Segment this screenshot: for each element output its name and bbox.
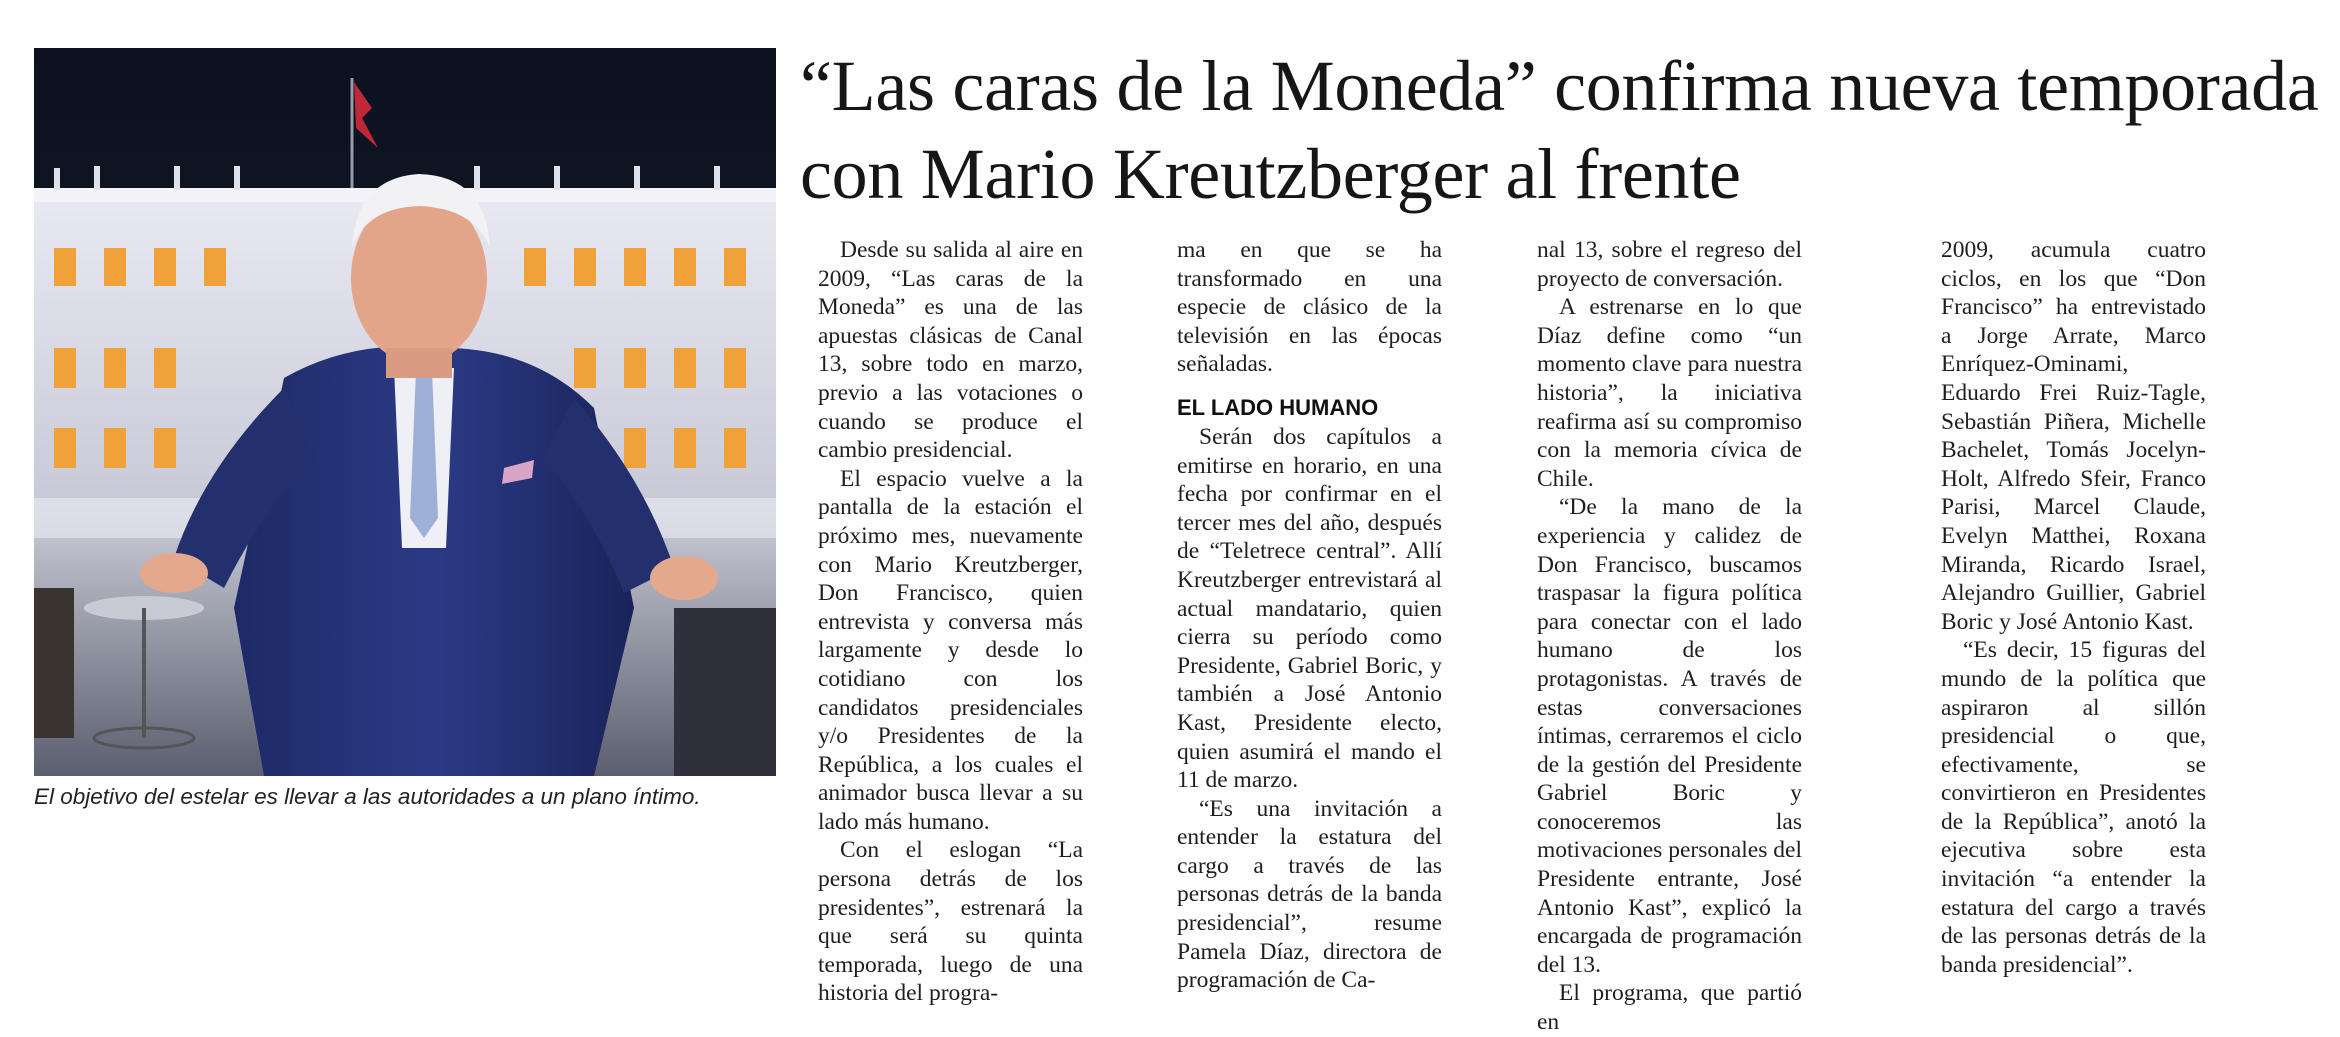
photo-caption: El objetivo del estelar es llevar a las autoridades a un plano íntimo.	[34, 784, 701, 809]
paragraph: A estrenarse en lo que Díaz define como “un momento clave para nuestra historia”, la iniciativa reafirma así su compromiso con la memoria cívica de Chile.	[1537, 294, 1802, 492]
article-column-2	[1177, 236, 1442, 995]
article-column-3	[1537, 236, 1802, 1037]
article-photo	[34, 48, 776, 776]
paragraph: “Es decir, 15 figuras del mundo de la política que aspiraron al sillón presidencial o que, efectivamente, se convirtieron en Presidentes de la República”, anotó la ejecutiva sobre esta invitación “a entender la estatura del cargo a través de las personas detrás de la banda presidencial”.	[1941, 637, 2206, 978]
paragraph: ma en que se ha transformado en una especie de clásico de la televisión en las épocas señaladas.	[1177, 237, 1442, 378]
paragraph: El programa, que partió en	[1537, 980, 1802, 1036]
paragraph: El espacio vuelve a la pantalla de la estación el próximo mes, nuevamente con Mario Kreutzberger, Don Francisco, quien entrevista y conversa más largamente y desde lo cotidiano con los candidatos presidenciales y/o Presidentes de la República, a los cuales el animador busca llevar a su lado más humano.	[818, 465, 1083, 835]
article-column-1	[818, 236, 1083, 1008]
paragraph: 2009, acumula cuatro ciclos, en los que “Don Francisco” ha entrevistado a Jorge Arrate, Marco Enríquez-Ominami, Eduardo Frei Ruiz-Tagle, Sebastián Piñera, Michelle Bachelet, Tomás Jocelyn-Holt, Alfredo Sfeir, Franco Parisi, Marcel Claude, Evelyn Matthei, Roxana Miranda, Ricardo Israel, Alejandro Guillier, Gabriel Boric y José Antonio Kast.	[1941, 237, 2206, 635]
paragraph: “Es una invitación a entender la estatura del cargo a través de las personas detrás de la banda presidencial”, resume Pamela Díaz, directora de programación de Ca-	[1177, 795, 1442, 994]
paragraph: Serán dos capítulos a emitirse en horario, en una fecha por confirmar en el tercer mes del año, después de “Teletrece central”. Allí Kreutzberger entrevistará al actual mandatario, quien cierra su período como Presidente, Gabriel Boric, y también a José Antonio Kast, Presidente electo, quien asumirá el mando el 11 de marzo.	[1177, 423, 1442, 794]
article-column-4	[1941, 236, 2206, 979]
subheading: EL LADO HUMANO	[1177, 394, 1379, 420]
headline: “Las caras de la Moneda” confirma nueva temporada con Mario Kreutzberger al frente	[800, 46, 2319, 214]
paragraph: Desde su salida al aire en 2009, “Las caras de la Moneda” es una de las apuestas clásicas de Canal 13, sobre todo en marzo, previo a las votaciones o cuando se produce el cambio presidencial.	[818, 237, 1083, 464]
paragraph: nal 13, sobre el regreso del proyecto de conversación.	[1537, 237, 1802, 292]
paragraph: “De la mano de la experiencia y calidez de Don Francisco, buscamos traspasar la figura política para conectar con el lado humano de los protagonistas. A través de estas conversaciones íntimas, cerraremos el ciclo de la gestión del Presidente Gabriel Boric y conoceremos las motivaciones personales del Presidente entrante, José Antonio Kast”, explicó la encargada de programación del 13.	[1537, 494, 1802, 978]
paragraph: Con el eslogan “La persona detrás de los presidentes”, estrenará la que será su quinta temporada, luego de una historia del progra-	[818, 837, 1083, 1007]
